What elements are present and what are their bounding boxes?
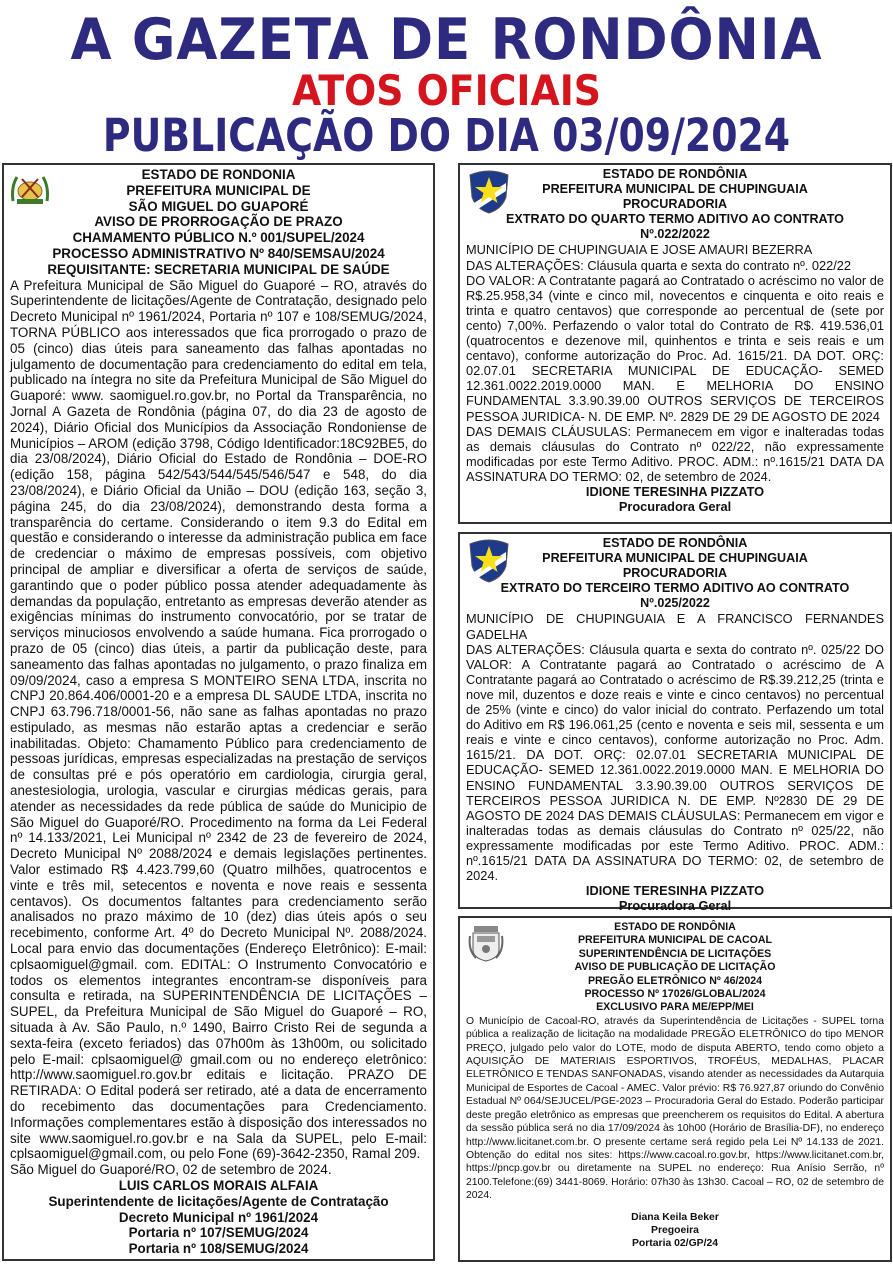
heading-line: PROCESSO Nº 17026/GLOBAL/2024	[584, 988, 766, 1001]
notice-paragraph: DAS ALTERAÇÕES: Cláusula quarta e sexta do contrato nº. 022/22	[466, 257, 851, 273]
heading-line: Nº.025/2022	[640, 596, 710, 611]
heading-line: ESTADO DE RONDONIA	[141, 167, 296, 182]
place-date: São Miguel do Guaporé/RO, 02 de setembro de 2024.	[10, 1162, 332, 1178]
heading-line: EXTRATO DO QUARTO TERMO ADITIVO AO CONTRATO	[506, 212, 844, 227]
signature-block	[10, 1178, 427, 1257]
notice-heading	[466, 167, 884, 242]
notice-heading	[10, 167, 427, 278]
parties: MUNICÍPIO DE CHUPINGUAIA E JOSE AMAURI BEZERRA	[466, 242, 813, 258]
notice-paragraph: DAS ALTERAÇÕES: Cláusula quarta e sexta do contrato nº. 025/22 DO VALOR: A Contratante pagará ao Contratado o acréscimo de A Contratante pagará ao Contratado o acréscimo de R$.39.212,25 (trinta e nove mil, duzentos e doze reais e vinte e cinco centavos) no percentual de 25% (vinte e cinco) do valor inicial do contrato. Perfazendo um total do Aditivo em R$ 196.061,25 (cento e noventa e seis mil, sessenta e um reais e vinte e cinco centavos), conforme autorização no Proc. Adm. 1615/21. DA DOT. ORÇ: 02.07.01 SECRETARIA MUNICIPAL DE EDUCAÇÃO- SEMED 12.361.0022.2019.0000 MAN. E MELHORIA DO ENSINO FUNDAMENTAL 3.3.90.39.00 OUTROS SERVIÇOS DE TERCEIROS PESSOA JURIDICA N. DE EMP. Nº2830 DE 29 DE AGOSTO DE 2024 DAS DEMAIS CLÁUSULAS: Permanecem em vigor e inalteradas todas as demais cláusulas do Contrato nº 025/22, não expressamente modificadas por este Termo Aditivo. PROC. ADM.: nº.1615/21 DATA DA ASSINATURA DO TERMO: 02, de setembro de 2024.	[466, 641, 884, 884]
heading-line: SUPERINTENDÊNCIA DE LICITAÇÕES	[578, 947, 772, 960]
notice-chupinguaia-terceiro-termo	[458, 532, 892, 914]
heading-line: PROCURADORIA	[622, 197, 728, 212]
notice-paragraph: DO VALOR: A Contratante pagará ao Contratado o acréscimo no valor de R$.25.958,34 (vinte e cinco mil, novecentos e cinquenta e oito reais e trinta e quatro centavos) que corresponde ao percentual de (sete por cento) 7,00%. Perfazendo o valor total do Contrato de R$. 419.536,01 (quatrocentos e dezenove mil, quinhentos e trinta e seis reais e um centavo), conforme autorização do Proc. Ad. 1615/21. DA DOT. ORÇ: 02.07.01 SECRETARIA MUNICIPAL DE EDUCAÇÃO- SEMED 12.361.0022.2019.0000 MAN. E MELHORIA DO ENSINO FUNDAMENTAL 3.3.90.39.00 OUTROS SERVIÇOS DE TERCEIROS PESSOA JURIDICA- N. DE EMP. Nº. 2829 DE 29 DE AGOSTO DE 2024	[466, 272, 884, 424]
sao-miguel-coat-of-arms-icon	[9, 171, 51, 209]
heading-line: REQUISITANTE: SECRETARIA MUNICIPAL DE SAÚDE	[47, 261, 390, 277]
signer-ordinance: Portaria nº 107/SEMUG/2024	[128, 1225, 309, 1241]
heading-line: EXTRATO DO TERCEIRO TERMO ADITIVO AO CONTRATO	[500, 581, 850, 596]
notice-body: O Município de Cacoal-RO, através da Superintendência de Licitações - SUPEL torna pública a realização de licitação na modalidade PREGÃO ELETRÔNICO do tipo MENOR PREÇO, julgado pelo valor do LOTE, modo de disputa ABERTO, tendo como objeto a AQUISIÇÃO DE MATERIAIS ESPORTIVOS, TROFÉUS, MEDALHAS, PLACAR ELETRÔNICO E TENDAS SANFONADAS, visando atender as necessidades da Autarquia Municipal de Esportes de Cacoal - AMEC. Valor prévio: R$ 76.927,87 oriundo do Convênio Estadual Nº 064/SEJUCEL/PGE-2023 – Procuradoria Geral do Estado. Poderão participar deste pregão eletrônico as empresas que preencherem os requisitos do Edital. A abertura da sessão pública será no dia 17/09/2024 às 10h00 (Horário de Brasília-DF), no endereço http://www.licitanet.com.br. O presente certame será regido pela Lei Nº 14.133 de 2021. Obtenção do edital nos sites: https://www.cacoal.ro.gov.br, https://www.licitanet.com.br, https://pncp.gov.br ou diretamente na SUPEL no endereço: Rua Anísio Serrão, nº 2100.Telefone:(69) 3441-8069. Horário: 07h30 às 13h30. Cacoal – RO, 02 de setembro de 2024.	[466, 1015, 884, 1202]
signer-name: IDIONE TERESINHA PIZZATO	[585, 883, 765, 899]
heading-line: EXCLUSIVO PARA ME/EPP/MEI	[596, 1001, 754, 1014]
heading-line: PREFEITURA MUNICIPAL DE CHUPINGUAIA	[542, 182, 808, 197]
heading-line: ESTADO DE RONDÔNIA	[614, 921, 736, 933]
notice-heading	[466, 536, 884, 611]
notice-paragraph: DAS DEMAIS CLÁUSULAS: Permanecem em vigor e inalteradas todas as demais cláusulas do Contrato nº 022/22, não expressamente modificadas por este Termo Aditivo. PROC. ADM.: nº.1615/21 DATA DA ASSINATURA DO TERMO: 02, de setembro de 2024.	[466, 423, 884, 484]
heading-line: CHAMAMENTO PÚBLICO N.º 001/SUPEL/2024	[72, 230, 365, 246]
signer-ordinance: Portaria nº 108/SEMUG/2024	[128, 1241, 309, 1257]
signer-name: IDIONE TERESINHA PIZZATO	[585, 483, 765, 499]
heading-line: PREFEITURA MUNICIPAL DE	[126, 182, 311, 198]
signer-role: Procuradora Geral	[618, 898, 732, 914]
parties: MUNICÍPIO DE CHUPINGUAIA E A FRANCISCO FERNANDES GADELHA	[466, 611, 884, 642]
signer-role: Pregoeira	[651, 1224, 699, 1236]
newspaper-title: A GAZETA DE RONDÔNIA	[70, 7, 823, 73]
heading-line: PREFEITURA MUNICIPAL DE CACOAL	[577, 934, 773, 947]
heading-line: AVISO DE PUBLICAÇÃO DE LICITAÇÃO	[574, 961, 776, 974]
signer-role: Procuradora Geral	[618, 499, 732, 515]
signature-block	[466, 883, 884, 913]
notice-chupinguaia-quarto-termo	[458, 163, 892, 524]
heading-line: SÃO MIGUEL DO GUAPORÉ	[128, 198, 309, 214]
heading-line: Nº.022/2022	[640, 227, 710, 242]
chupinguaia-shield-icon	[466, 538, 512, 584]
notice-heading	[466, 921, 884, 1015]
heading-line: PREFEITURA MUNICIPAL DE CHUPINGUAIA	[542, 551, 808, 566]
heading-line: PREGÃO ELETRÔNICO Nº 46/2024	[587, 974, 762, 987]
heading-line: PROCESSO ADMINISTRATIVO Nº 840/SEMSAU/2024	[52, 245, 385, 261]
signer-name: Diana Keila Beker	[631, 1211, 719, 1223]
heading-line: ESTADO DE RONDÔNIA	[602, 167, 748, 181]
cacoal-coat-of-arms-icon	[468, 924, 504, 962]
signer-role: Superintendente de licitações/Agente de Contratação	[48, 1193, 389, 1209]
signer-decree: Decreto Municipal nº 1961/2024	[118, 1209, 319, 1225]
signature-block	[466, 1211, 884, 1251]
heading-line: ESTADO DE RONDÔNIA	[602, 536, 748, 550]
signer-ordinance: Portaria 02/GP/24	[631, 1238, 719, 1250]
publication-date: PUBLICAÇÃO DO DIA 03/09/2024	[102, 109, 791, 162]
notice-body: A Prefeitura Municipal de São Miguel do Guaporé – RO, através do Superintendente de licitações/Agente de Contratação, designado pelo Decreto Municipal nº 1961/2024, Portaria nº 107 e 108/SEMUG/2024, TORNA PÚBLICO aos interessados que fica prorrogado o prazo de 05 (cinco) dias úteis para saneamento das falhas apontadas no julgamento de documentação para credenciamento do edital em tela, publicado na íntegra no site da Prefeitura Municipal de São Miguel do Guaporé: www. saomiguel.ro.gov.br, no Portal da Transparência, no Jornal A Gazeta de Rondônia (página 07, do dia 23 de agosto de 2024), Diário Oficial dos Municípios da Associação Rondoniense de Municípios – AROM (edição 3798, Código Identificador:18C92BE5, do dia 23/08/2024), Diário Oficial do Estado de Rondônia – DOE-RO (edição 158, página 542/543/544/545/546/547 e 548, do dia 23/08/2024), e Diário Oficial da União – DOU (edição 163, seção 3, página 245, do dia 23/08/2024), demonstrando desta forma a transparência do certame. Considerando o item 9.3 do Edital em questão e considerando o interesse da administração publica em face de credenciar o máximo de empresas possíveis, com objetivo principal de ampliar e diversificar a oferta de serviços de saúde, garantindo que o poder público possa atender adequadamente às demandas da população, entretanto as empresas deverão atender as exigências mínimas do instrumento convocatório, por se tratar de serviços minuciosos envolvendo a saúde humana. Fica prorrogado o prazo de 05 (cinco) dias úteis, a partir da publicação deste, para saneamento das falhas apontadas no julgamento, o prazo finaliza em 09/09/2024, caso a empresa S MONTEIRO SENA LTDA, inscrita no CNPJ 20.864.406/0001-20 e a empresa DL SAUDE LTDA, inscrita no CNPJ 63.796.718/0001-56, não sane as falhas apontadas no prazo estipulado, as mesmas não estarão aptas a credenciar e serão inabilitadas. Objeto: Chamamento Público para credenciamento de pessoas jurídicas, empresas especializadas na prestação de serviços de consultas pré e pós operatório em cardiologia, cirurgia geral, anestesiologia, urologia, vascular e cirurgias médicas gerais, para atender as necessidades da rede pública de saúde do Municipio de São Miguel do Guaporé/RO. Procedimento na forma da Lei Federal nº 14.133/2021, Lei Municipal nº 2342 de 23 de fevereiro de 2024, Decreto Municipal Nº 2088/2024 e demais legislações pertinentes. Valor estimado R$ 4.423.799,60 (Quatro milhões, quatrocentos e vinte e três mil, setecentos e noventa e nove reais e sessenta centavos). Os documentos faltantes para credenciamento serão analisados no prazo máximo de 10 (dez) dias úteis após o seu recebimento, conforme Art. 4º do Decreto Municipal Nº. 2088/2024. Local para envio das documentações (Endereço Eletrônico): E-mail: cplsaomiguel@gmail. com. EDITAL: O Instrumento Convocatório e todos os elementos integrantes encontram-se disponíveis para consulta e retirada, na SUPERINTENDÊNCIA DE LICITAÇÕES – SUPEL, da Prefeitura Municipal de São Miguel do Guaporé – RO, situada à Av. São Paulo, n.º 1490, Bairro Cristo Rei de segunda a sexta-feira (exceto feriados) das 07h00m às 13h00m, ou solicitado pelo E-mail: cplsaomiguel@ gmail.com ou no endereço eletrônico: http://www.saomiguel.ro.gov.br editais e licitação. PRAZO DE RETIRADA: O Edital poderá ser retirado, até a data de encerramento do recebimento das documentações para Credenciamento. Informações complementares estão à disposição dos interessados no site www.saomiguel.ro.gov.br e na Sala da SUPEL, pelo E-mail: cplsaomiguel@gmail.com, ou pelo Fone (69)-3642-2350, Ramal 209.	[10, 277, 427, 1162]
signature-block	[466, 484, 884, 514]
notice-cacoal	[458, 916, 892, 1262]
masthead	[0, 0, 893, 160]
signer-name: LUIS CARLOS MORAIS ALFAIA	[118, 1178, 319, 1193]
chupinguaia-shield-icon	[466, 169, 512, 215]
notice-sao-miguel	[2, 163, 435, 1261]
heading-line: AVISO DE PRORROGAÇÃO DE PRAZO	[94, 214, 343, 230]
heading-line: PROCURADORIA	[622, 566, 728, 581]
section-title: ATOS OFICIAIS	[291, 66, 601, 115]
